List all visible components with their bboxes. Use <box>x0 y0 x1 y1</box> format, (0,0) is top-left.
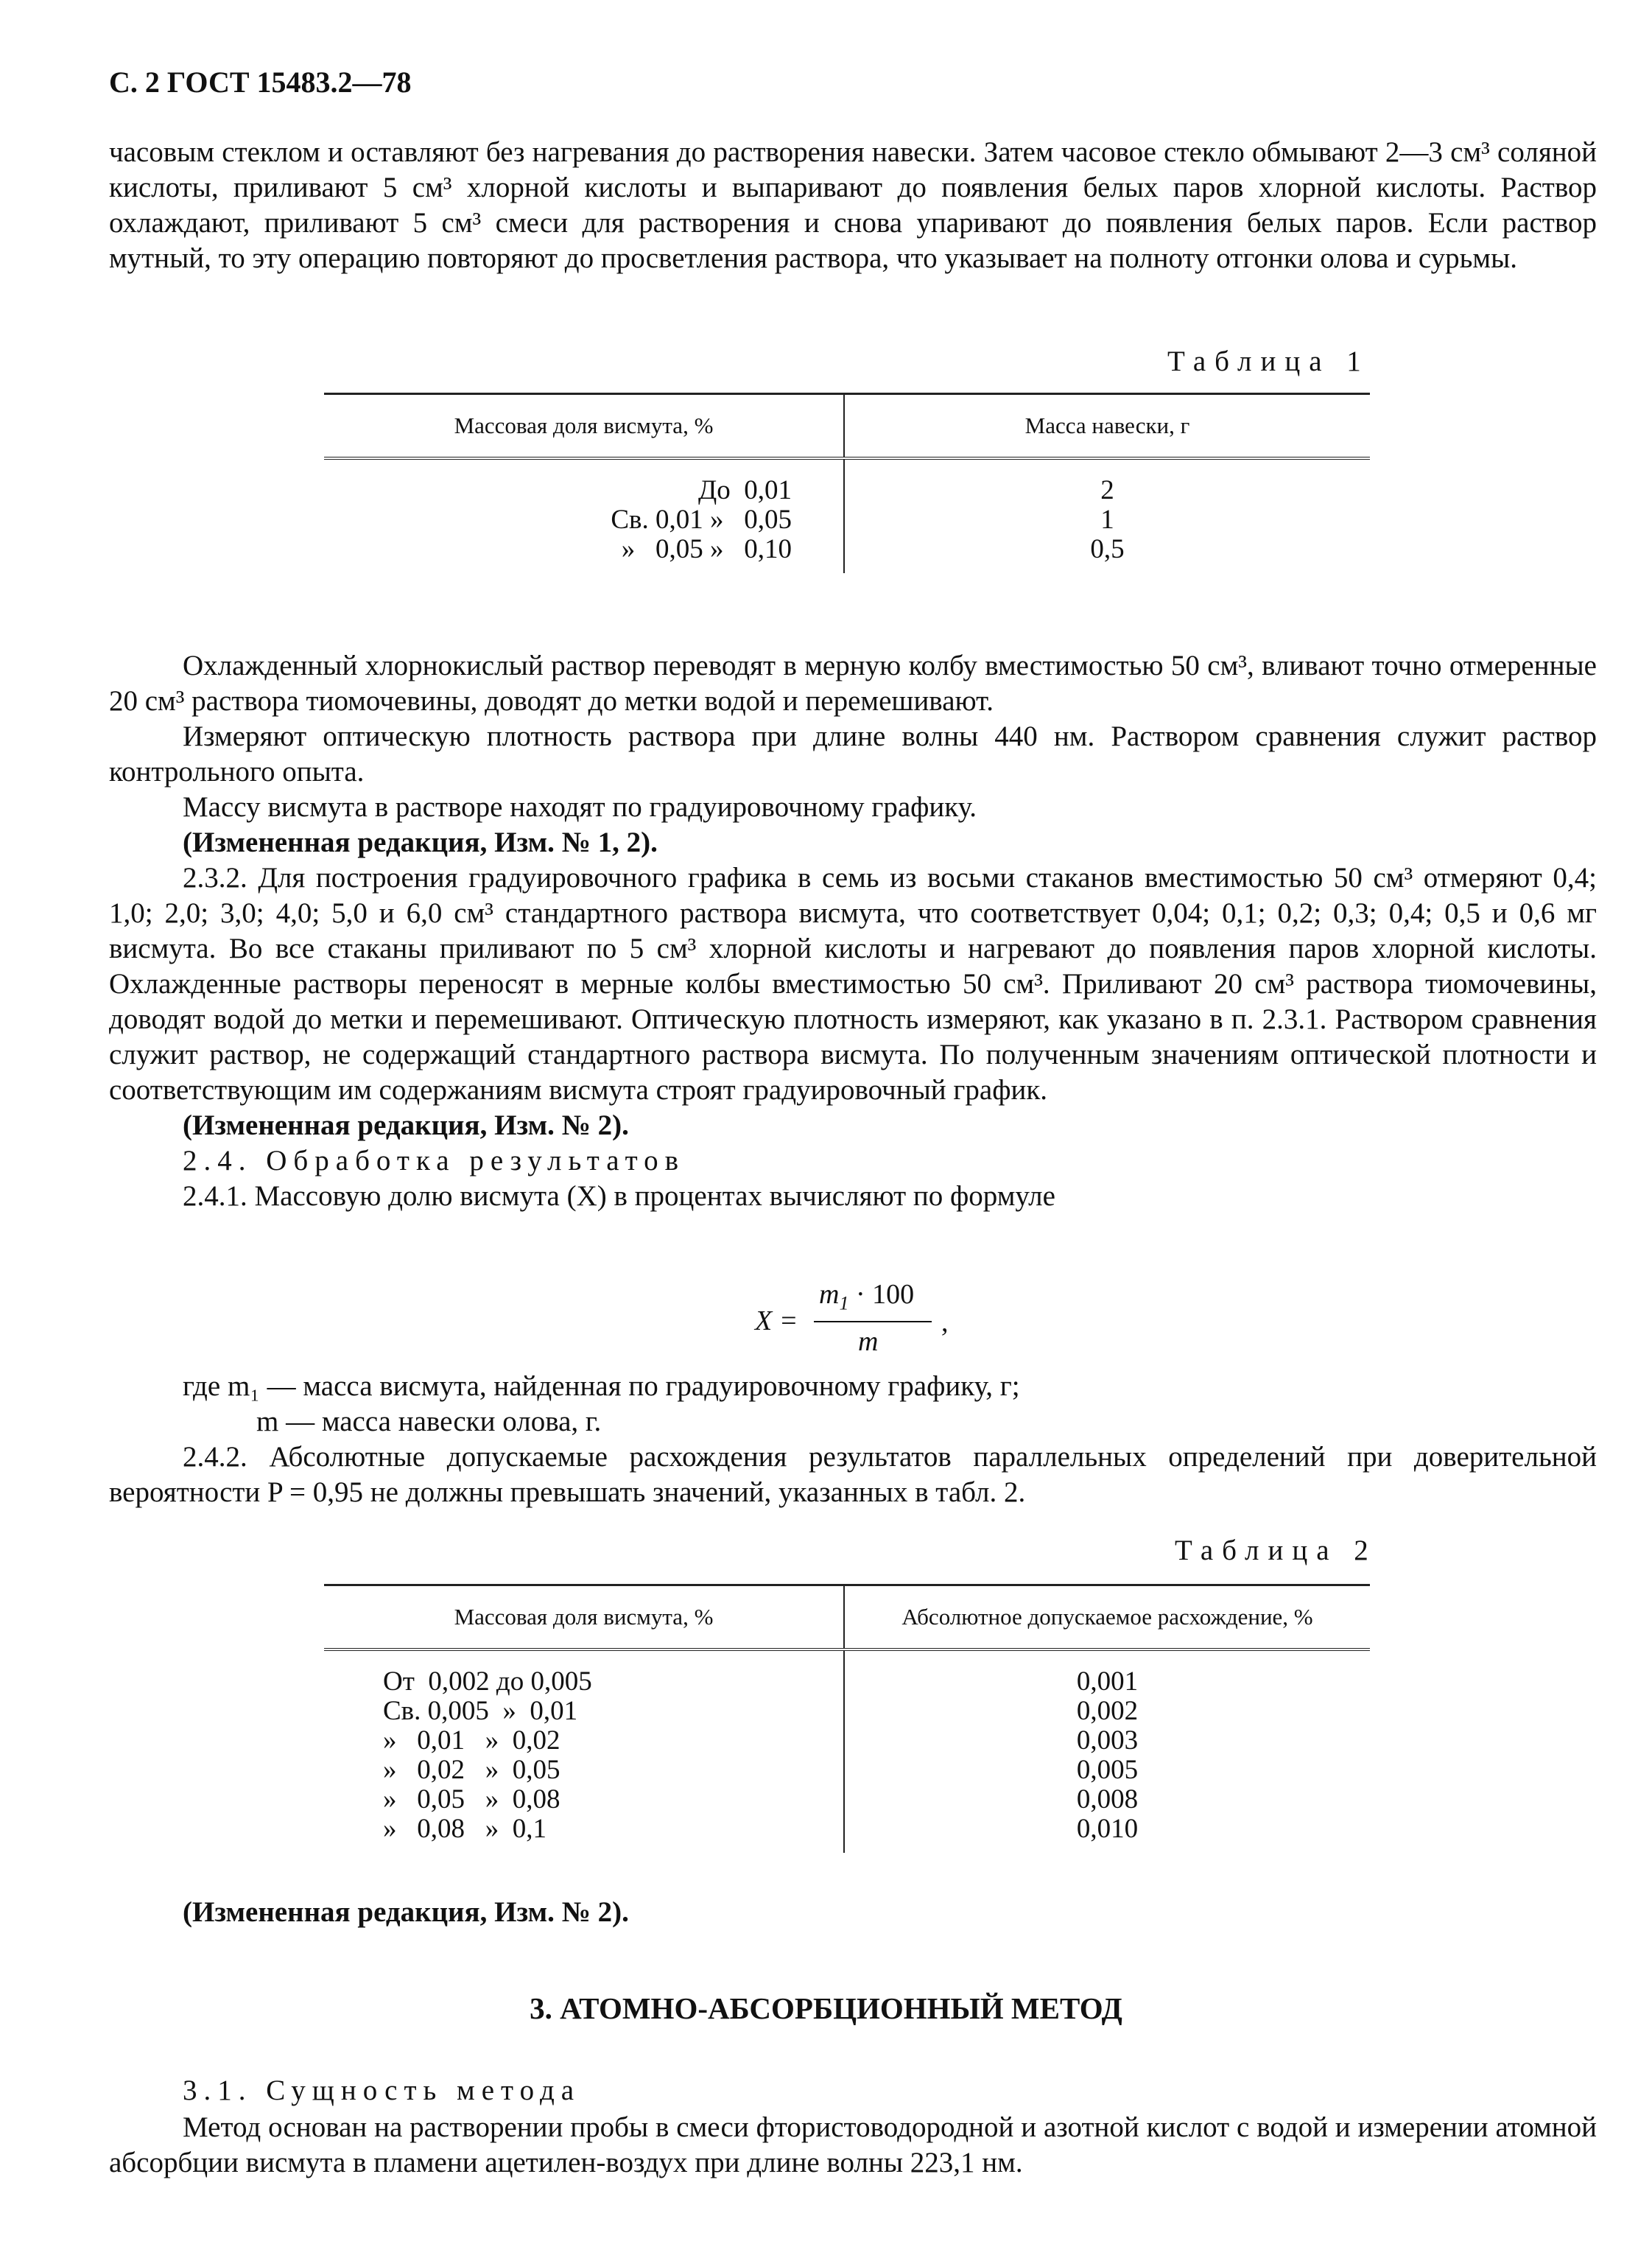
table1-col-mass <box>844 458 1370 573</box>
where-line: где m₁ — масса висмута, найденная по градуировочному графику, г; <box>183 1370 1020 1402</box>
table-cell: 0,008 <box>1076 1784 1139 1815</box>
table1-header-fraction: Массовая доля висмута, % <box>324 394 844 459</box>
table2 <box>324 1584 1370 1853</box>
table1-caption: Таблица 1 <box>1167 346 1370 377</box>
table1 <box>324 393 1370 573</box>
revision-note: (Измененная редакция, Изм. № 1, 2). <box>183 827 658 858</box>
section-heading: 3. АТОМНО-АБСОРБЦИОННЫЙ МЕТОД <box>530 1991 1122 2025</box>
table-cell: 0,5 <box>1090 534 1125 564</box>
table-cell: 0,002 <box>1076 1696 1139 1726</box>
table-cell: 2 <box>1100 475 1114 505</box>
formula-numerator: $m_1 \cdot 100$ <box>819 1279 915 1314</box>
revision-note: (Измененная редакция, Изм. № 2). <box>183 1109 629 1141</box>
table-cell: » 0,05 » 0,08 <box>383 1784 560 1815</box>
table2-col-deviation <box>844 1649 1370 1853</box>
paragraph: Массу висмута в растворе находят по градуировочному графику. <box>183 791 977 823</box>
table-cell: » 0,08 » 0,1 <box>383 1814 546 1844</box>
intro-text <box>109 135 1597 276</box>
table2-header-fraction: Массовая доля висмута, % <box>324 1585 844 1650</box>
paragraph: Измеряют оптическую плотность раствора при длине волны 440 нм. Раствором сравнения служит раствор контрольного опыта. <box>109 720 1597 788</box>
fraction-bar <box>814 1321 932 1322</box>
table1-header-mass: Масса навески, г <box>844 394 1370 459</box>
formula-lhs: X = <box>755 1305 798 1336</box>
page-header: С. 2 ГОСТ 15483.2—78 <box>109 66 412 99</box>
table2-header-deviation: Абсолютное допускаемое расхождение, % <box>844 1585 1370 1650</box>
table1-col-fraction <box>324 458 844 573</box>
table-cell: » 0,02 » 0,05 <box>383 1755 560 1785</box>
subsection-title: 2.4. Обработка результатов <box>183 1145 686 1177</box>
table-cell: Св. 0,005 » 0,01 <box>383 1696 578 1726</box>
table-cell: » 0,01 » 0,02 <box>383 1725 560 1756</box>
subsection-title: 3.1. Сущность метода <box>183 2075 581 2106</box>
revision-note: (Измененная редакция, Изм. № 2). <box>183 1896 629 1928</box>
formula <box>751 1278 972 1359</box>
paragraph: 2.4.1. Массовую долю висмута (X) в процентах вычисляют по формуле <box>183 1180 1055 1212</box>
table-cell: 0,001 <box>1076 1666 1139 1697</box>
table2-caption: Таблица 2 <box>1175 1535 1377 1566</box>
table-cell: От 0,002 до 0,005 <box>383 1666 592 1697</box>
table-cell: » 0,05 » 0,10 <box>621 534 792 564</box>
revision-text <box>109 1895 1597 1930</box>
where-text <box>109 1369 1597 1510</box>
table-cell: Св. 0,01 » 0,05 <box>611 505 792 535</box>
paragraph: Охлажденный хлорнокислый раствор переводят в мерную колбу вместимостью 50 см³, вливают точно отмеренные 20 см³ раствора тиомочевины, доводят до метки водой и перемешивают. <box>109 650 1597 717</box>
body-text <box>109 648 1597 1214</box>
table-cell: 0,010 <box>1076 1814 1139 1844</box>
table-cell: 1 <box>1100 505 1114 535</box>
paragraph: Метод основан на растворении пробы в смеси фтористоводородной и азотной кислот с водой и измерении атомной абсорбции висмута в пламени ацетилен-воздух при длине волны 223,1 нм. <box>109 2111 1597 2178</box>
table-cell: 0,005 <box>1076 1755 1139 1785</box>
formula-comma: , <box>941 1307 949 1338</box>
intro-paragraph: часовым стеклом и оставляют без нагревания до растворения навески. Затем часовое стекло обмывают 2—3 см³ соляной кислоты, приливают 5 см³ хлорной кислоты и выпаривают до появления белых паров хлорной кислоты. Раствор охлаждают, приливают 5 см³ смеси для растворения и снова упаривают до появления белых паров. Если раствор мутный, то эту операцию повторяют до просветления раствора, что указывает на полноту отгонки олова и сурьмы. <box>109 136 1597 274</box>
formula-denominator: m <box>858 1326 879 1357</box>
section3-text <box>109 2110 1597 2181</box>
paragraph: 2.4.2. Абсолютные допускаемые расхождения результатов параллельных определений при доверительной вероятности P = 0,95 не должны превышать значений, указанных в табл. 2. <box>109 1441 1597 1508</box>
table-cell: До 0,01 <box>698 475 792 505</box>
where-line: m — масса навески олова, г. <box>256 1406 602 1437</box>
paragraph: 2.3.2. Для построения градуировочного графика в семь из восьми стаканов вместимостью 50 см³ отмеряют 0,4; 1,0; 2,0; 3,0; 4,0; 5,0 и 6,0 см³ стандартного раствора висмута, что соответствует 0,04; 0,1; 0,2; 0,3; 0,4; 0,5 и 0,6 мг висмута. Во все стаканы приливают по 5 см³ хлорной кислоты и нагревают до появления паров хлорной кислоты. Охлажденные растворы переносят в мерные колбы вместимостью 50 см³. Приливают 20 см³ раствора тиомочевины, доводят водой до метки и перемешивают. Оптическую плотность измеряют, как указано в п. 2.3.1. Раствором сравнения служит раствор, не содержащий стандартного раствора висмута. По полученным значениям оптической плотности и соответствующим им содержаниям висмута строят градуировочный график. <box>109 862 1597 1106</box>
table2-col-fraction <box>324 1649 844 1853</box>
table-cell: 0,003 <box>1076 1725 1139 1756</box>
